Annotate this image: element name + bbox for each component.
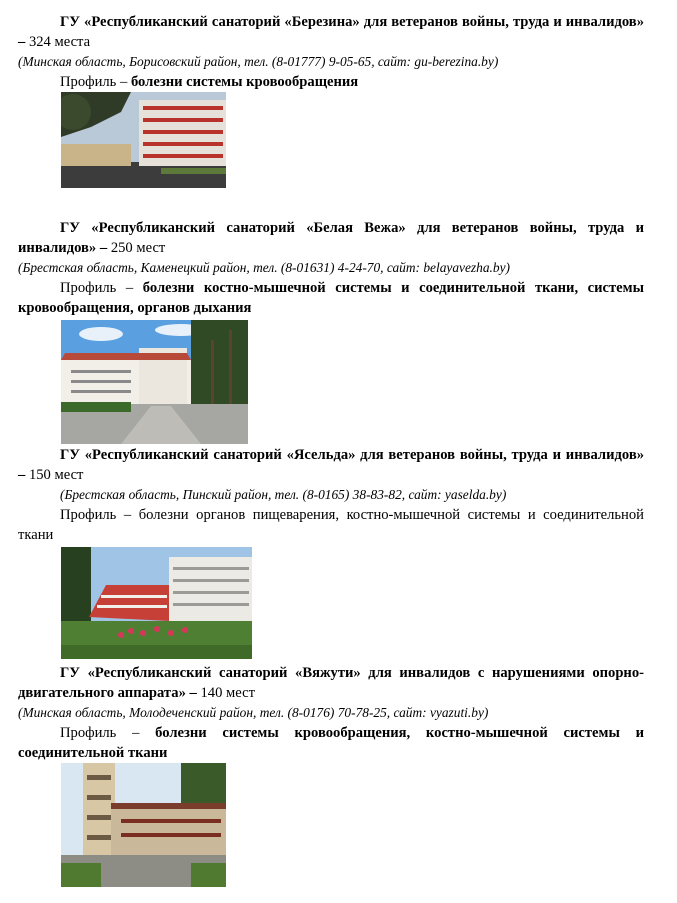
sanatorium-title [18, 663, 644, 703]
sanatorium-name: ГУ «Республиканский санаторий «Белая Вежа» для ветеранов войны, труда и инвалидов» – [18, 220, 644, 256]
sanatorium-entry [18, 218, 644, 318]
sanatorium-title [18, 218, 644, 258]
sanatorium-profile [18, 72, 644, 92]
sanatorium-title [18, 445, 644, 485]
sanatorium-photo-yaselda [61, 547, 252, 659]
sanatorium-profile [18, 723, 644, 763]
profile-label: Профиль – [60, 725, 140, 741]
sanatorium-entry [18, 663, 644, 763]
sanatorium-capacity: 150 мест [28, 467, 84, 483]
sanatorium-photo-berezina [61, 92, 226, 188]
sanatorium-profile [18, 278, 644, 318]
sanatorium-contact: (Минская область, Борисовский район, тел. (8-01777) 9-05-65, сайт: gu-berezina.by) [18, 54, 499, 69]
sanatorium-entry [18, 12, 644, 92]
profile-text: болезни костно-мышечной системы и соединительной ткани, системы кровообращения, органов дыхания [18, 280, 644, 316]
profile-label: Профиль – [60, 74, 128, 90]
sanatorium-name: ГУ «Республиканский санаторий «Березина» для ветеранов войны, труда и инвалидов» – [18, 14, 644, 50]
profile-text: болезни органов пищеварения, костно-мышечной системы и соединительной ткани [18, 507, 644, 543]
sanatorium-capacity: 140 мест [200, 685, 255, 701]
sanatorium-name: ГУ «Республиканский санаторий «Вяжути» для инвалидов с нарушениями опорно-двигательного аппарата» – [18, 665, 644, 701]
sanatorium-capacity: 324 места [28, 34, 91, 50]
sanatorium-entry [18, 445, 644, 545]
profile-text: болезни системы кровообращения, костно-мышечной системы и соединительной ткани [18, 725, 644, 761]
sanatorium-photo-belaya-vezha [61, 320, 248, 444]
sanatorium-title [18, 12, 644, 52]
sanatorium-contact: (Брестская область, Каменецкий район, тел. (8-01631) 4-24-70, сайт: belayavezha.by) [18, 260, 510, 275]
profile-label: Профиль – [60, 280, 134, 296]
sanatorium-profile [18, 505, 644, 545]
sanatorium-contact: (Минская область, Молодеченский район, тел. (8-0176) 70-78-25, сайт: vyazuti.by) [18, 705, 489, 720]
profile-text: болезни системы кровообращения [130, 74, 359, 90]
sanatorium-name: ГУ «Республиканский санаторий «Ясельда» для ветеранов войны, труда и инвалидов» – [18, 447, 644, 483]
sanatorium-contact: (Брестская область, Пинский район, тел. (8-0165) 38-83-82, сайт: yaselda.by) [60, 487, 507, 502]
sanatorium-photo-vyazuti [61, 763, 226, 887]
profile-label: Профиль – [60, 507, 132, 523]
sanatorium-capacity: 250 мест [110, 240, 166, 256]
